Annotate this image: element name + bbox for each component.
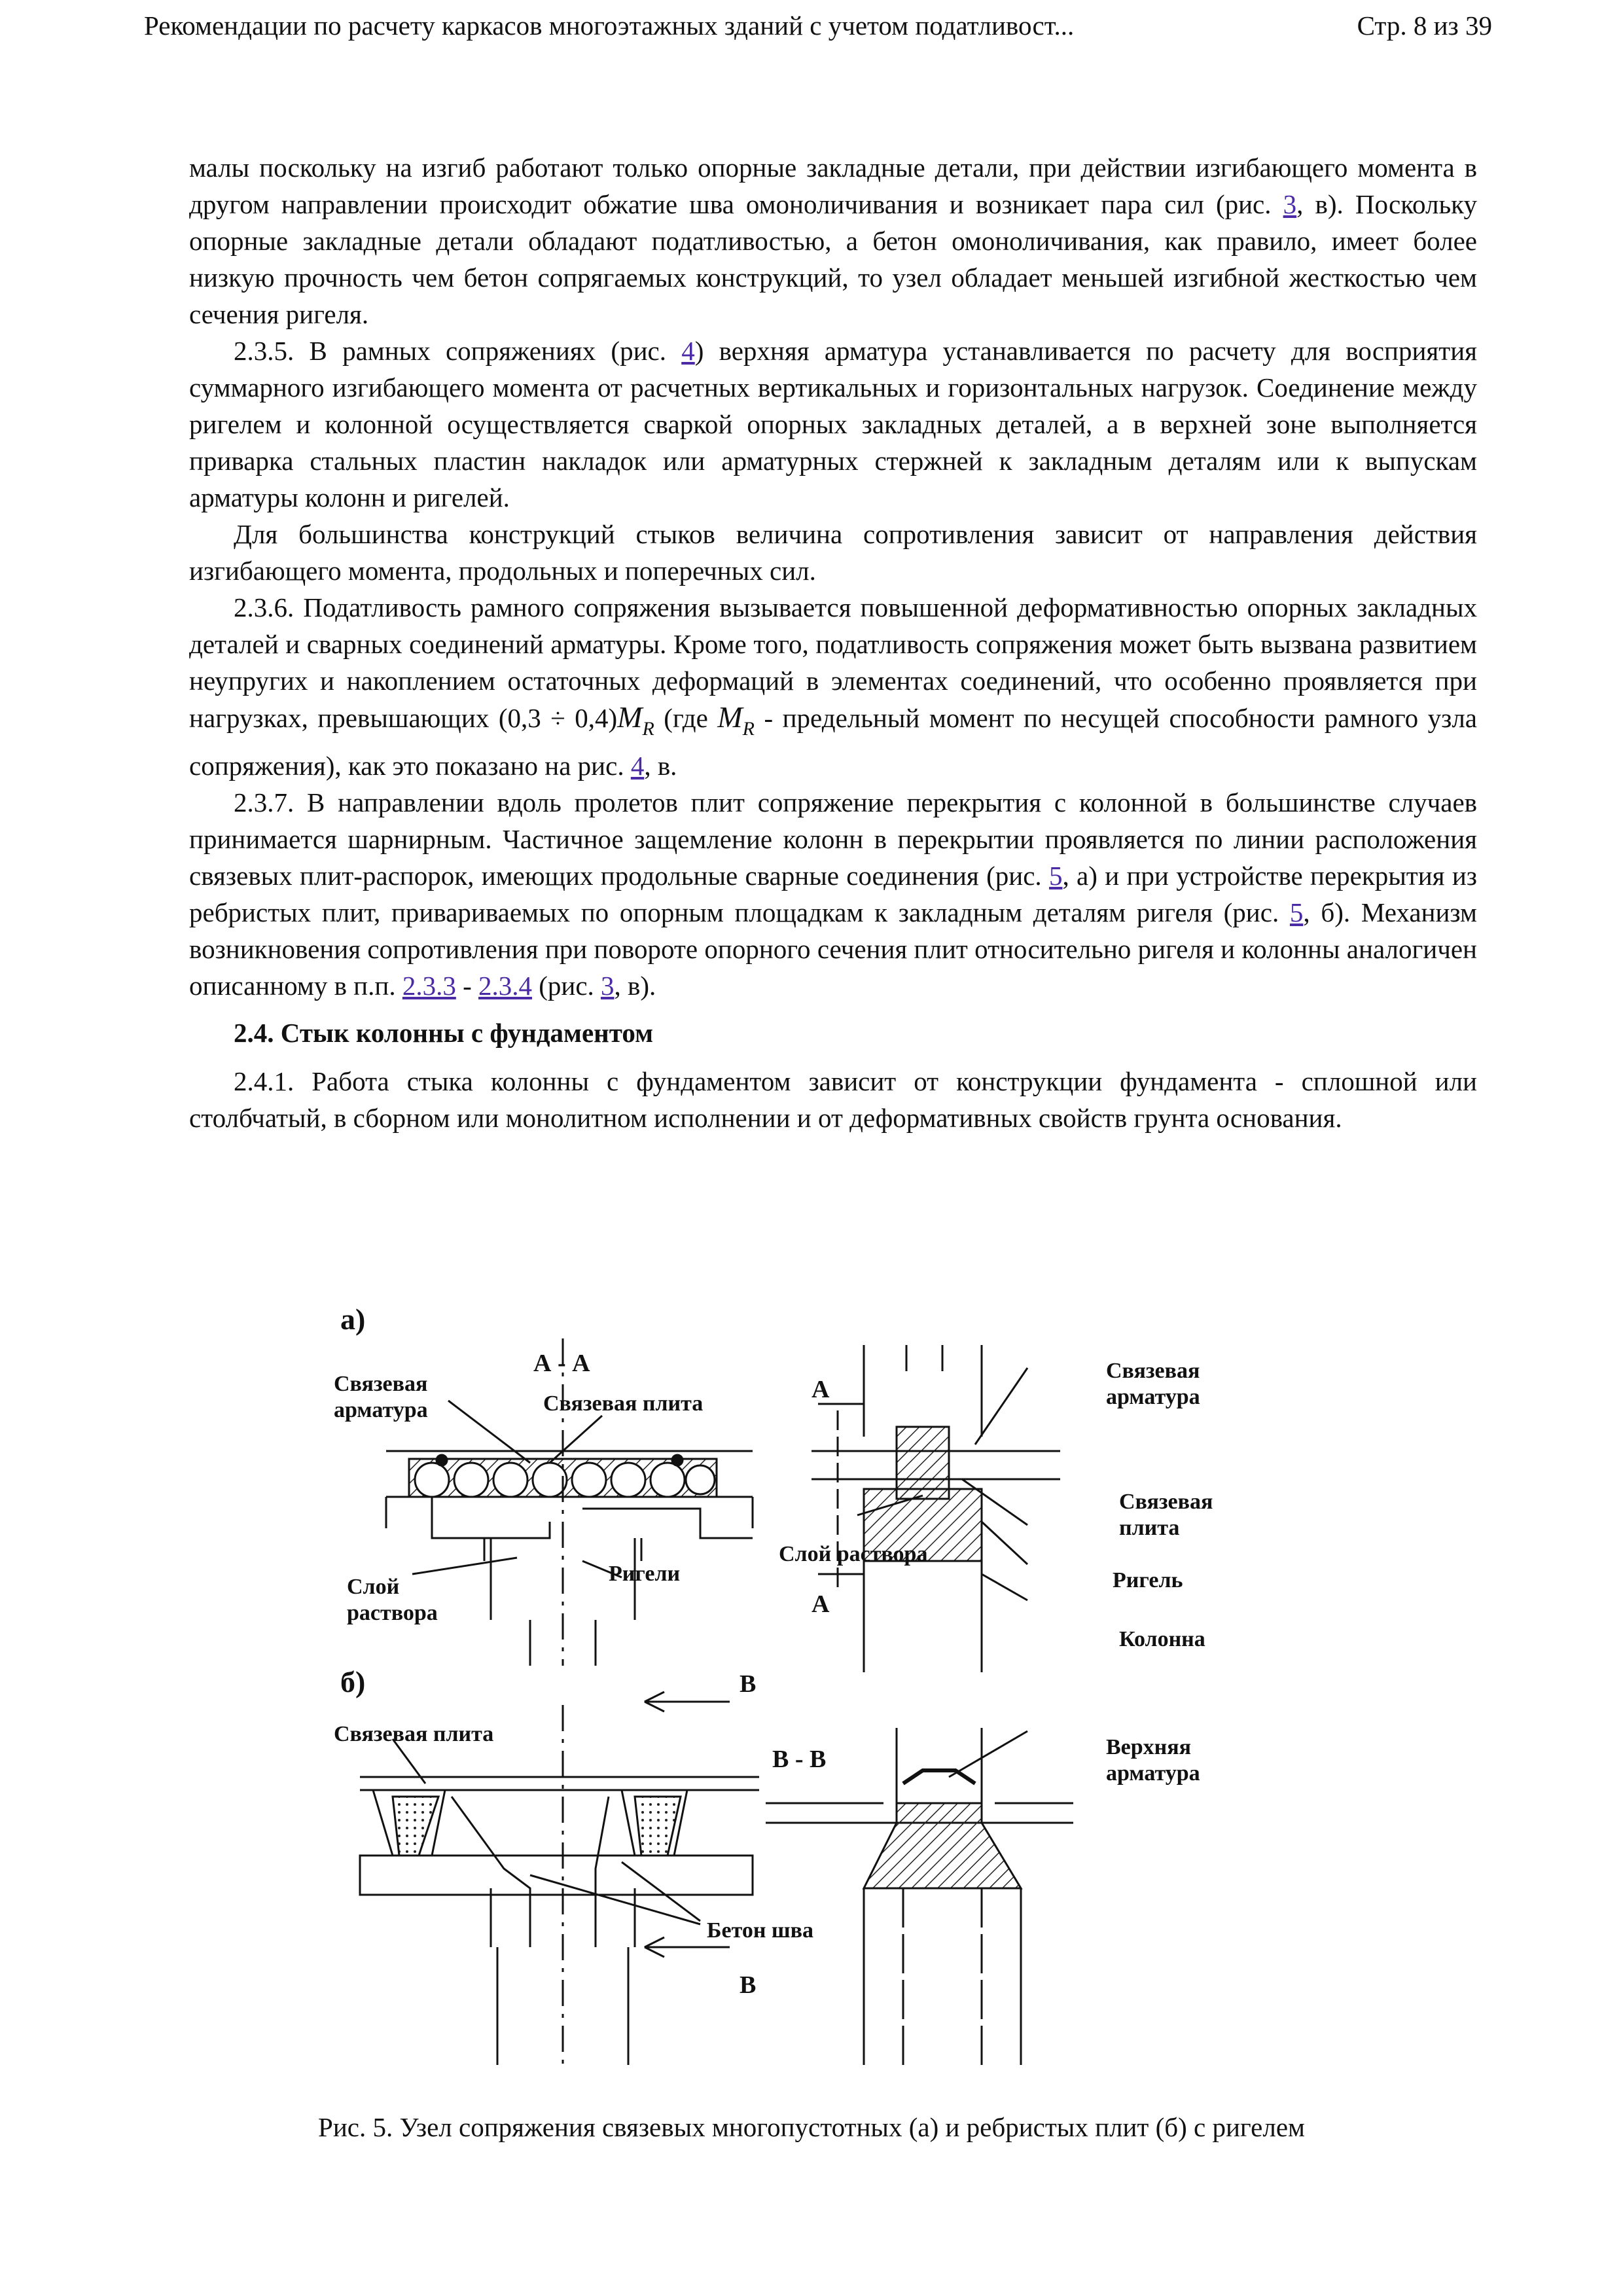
figure-link[interactable]: 5 [1048, 861, 1063, 891]
label-sloy-rastvora: раствора [347, 1601, 438, 1625]
paragraph-continuation: малы поскольку на изгиб работают только опорные закладные детали, при действии изгибающего момента в другом направлении происходит обжатие шва омоноличивания и возникает пара сил (рис. 3, в). Поскольку опорные закладные детали обладают податливостью, а бетон омоноличивания, как правило, имеет более низкую прочность чем бетон сопрягаемых конструкций, то узел обладает меньшей изгибной жесткостью чем сечения ригеля. [189, 152, 1477, 329]
page-counter: Стр. 8 из 39 [1357, 10, 1492, 41]
section-link[interactable]: 2.3.4 [478, 971, 532, 1001]
label-svyaz-armatura: Связевая [334, 1372, 428, 1396]
paragraph-2-4-1: 2.4.1. Работа стыка колонны с фундаментом зависит от конструкции фундамента - сплошной или столбчатый, в сборном или монолитном исполнении и от деформативных свойств грунта основания. [189, 1066, 1477, 1133]
section-aa-title: А - А [533, 1350, 590, 1377]
figure-link[interactable]: 5 [1289, 897, 1304, 927]
label-beton-shva: Бетон шва [707, 1918, 813, 1943]
label-svyaz-plita-right: плита [1119, 1516, 1180, 1540]
figure-link[interactable]: 3 [601, 971, 615, 1001]
paragraph-2-3-6: 2.3.6. Податливость рамного сопряжения вызывается повышенной деформативностью опорных закладных деталей и сварных соединений арматуры. Кроме того, податливость сопряжения может быть вызвана развитием неупругих и накоплением остаточных деформаций в элементах соединений, что особенно проявляется при нагрузках, превышающих $(0,3 \div 0,4)M_R$ (где $M_R$ - предельный момент по несущей способности рамного узла сопряжения), как это показано на рис. 4, в. [189, 592, 1477, 781]
label-svyaz-plita-right: Связевая [1119, 1490, 1213, 1514]
figure-link[interactable]: 3 [1283, 189, 1297, 219]
rib-joint-b-left [360, 1692, 759, 2065]
section-b-marker-bottom: В [740, 1971, 757, 1999]
section-b-marker-top: В [740, 1670, 757, 1698]
figure-label-a: а) [340, 1302, 366, 1336]
label-svyaz-plita: Связевая плита [543, 1391, 704, 1416]
figure-label-b: б) [340, 1665, 366, 1698]
label-sloy-rastvora: Слой [347, 1575, 400, 1599]
label-svyaz-armatura-right: Связевая [1106, 1359, 1200, 1383]
joint-a-drawing [812, 1345, 1060, 1672]
document-title: Рекомендации по расчету каркасов многоэтажных зданий с учетом податливост... [144, 10, 1075, 41]
figure-caption: Рис. 5. Узел сопряжения связевых многопустотных (а) и ребристых плит (б) с ригелем [318, 2112, 1305, 2142]
section-bb-drawing [766, 1728, 1073, 2065]
figure-link[interactable]: 4 [681, 336, 695, 366]
paragraph-resistance: Для большинства конструкций стыков величина сопротивления зависит от направления действия изгибающего момента, продольных и поперечных сил. [189, 519, 1477, 586]
figure-link[interactable]: 4 [630, 751, 645, 781]
page-header [144, 7, 1492, 45]
label-rigel: Ригель [1113, 1568, 1183, 1592]
label-kolonna: Колонна [1119, 1627, 1205, 1651]
paragraph-2-3-5: 2.3.5. В рамных сопряжениях (рис. 4) верхняя арматура устанавливается по расчету для восприятия суммарного изгибающего момента от расчетных вертикальных и горизонтальных нагрузок. Соединение между ригелем и колонной осуществляется сваркой опорных закладных деталей, а в верхней зоне выполняется приварка стальных пластин накладок или арматурных стержней к закладным деталям или к выпускам арматуры колонн и ригелей. [189, 336, 1478, 512]
label-rigeli: Ригели [609, 1562, 681, 1586]
label-svyaz-armatura-right: арматура [1106, 1385, 1200, 1409]
paragraph-2-3-7: 2.3.7. В направлении вдоль пролетов плит сопряжение перекрытия с колонной в большинстве случаев принимается шарнирным. Частичное защемление колонн в перекрытии проявляется по линии расположения связевых плит-распорок, имеющих продольные сварные соединения (рис. 5, а) и при устройстве перекрытия из ребристых плит, привариваемых по опорным площадкам к закладным деталям ригеля (рис. 5, б). Механизм возникновения сопротивления при повороте опорного сечения плит относительно ригеля и колонны аналогичен описанному в п.п. 2.3.3 - 2.3.4 (рис. 3, в). [189, 787, 1477, 1001]
label-sloy-rastvora-right: Слой раствора [779, 1542, 928, 1566]
section-bb-title: В - В [772, 1746, 827, 1773]
label-svyaz-plita-b: Связевая плита [334, 1722, 494, 1746]
section-a-marker-bottom: А [812, 1590, 830, 1618]
document-body [189, 149, 1477, 1136]
label-verhnyaya-armatura: Верхняя [1106, 1735, 1192, 1759]
figure-5-drawing [334, 1299, 1309, 2065]
section-heading: 2.4. Стык колонны с фундаментом [234, 1018, 654, 1048]
moment-symbol: $M_R$ [717, 700, 755, 740]
moment-symbol: $M_R$ [617, 700, 654, 740]
label-svyaz-armatura: арматура [334, 1398, 428, 1422]
figure-5 [334, 1299, 1309, 2065]
section-aa-drawing [386, 1338, 753, 1666]
section-a-marker-top: А [812, 1376, 830, 1403]
label-verhnyaya-armatura: арматура [1106, 1761, 1200, 1785]
section-link[interactable]: 2.3.3 [402, 971, 456, 1001]
